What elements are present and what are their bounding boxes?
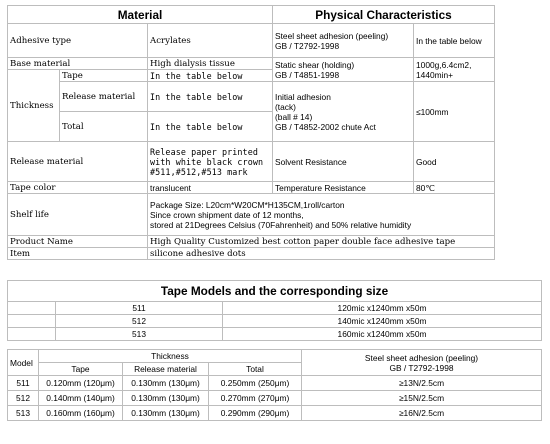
release-value: In the table below (148, 82, 273, 112)
table-row (8, 302, 542, 315)
total-value: In the table below (148, 112, 273, 142)
initial-adhesion-value: ≤100mm (414, 82, 495, 142)
shelf-life-line: stored at 21Degrees Celsius (70Fahrenheit) and 50% relative humidity (150, 219, 412, 230)
shear-label-line: GB / T4851-1998 (275, 69, 340, 80)
adhesion-value: In the table below (414, 24, 495, 58)
row-release: 0.130mm (130μm) (123, 391, 209, 406)
physical-characteristics-heading: Physical Characteristics (273, 6, 495, 24)
row-total: 0.250mm (250μm) (209, 376, 302, 391)
row-model: 513 (8, 406, 39, 421)
model-size: 120mic x1240mm x50m (223, 302, 542, 315)
models-spacer (8, 302, 56, 315)
model-number: 513 (56, 328, 223, 341)
table-row (8, 376, 542, 391)
table-row (8, 142, 495, 182)
thickness-table (7, 349, 542, 421)
model-number: 511 (56, 302, 223, 315)
item-value: silicone adhesive dots (148, 248, 495, 260)
release-material-line: with white black crown (150, 156, 264, 167)
adhesive-type-label: Adhesive type (8, 24, 148, 58)
spec-header-row (8, 6, 495, 24)
row-tape: 0.120mm (120μm) (39, 376, 123, 391)
release-material-value (148, 142, 273, 182)
models-spacer (8, 315, 56, 328)
tape-label: Tape (60, 70, 148, 82)
table-row (8, 248, 495, 260)
thickness-header: Thickness (39, 350, 302, 363)
table-row (8, 82, 495, 112)
shelf-life-label: Shelf life (8, 194, 148, 236)
table-row (8, 182, 495, 194)
row-total: 0.290mm (290μm) (209, 406, 302, 421)
adhesion-label (273, 24, 414, 58)
row-total: 0.270mm (270μm) (209, 391, 302, 406)
item-label: Item (8, 248, 148, 260)
model-header: Model (8, 350, 39, 376)
release-material-label: Release material (8, 142, 148, 182)
total-header: Total (209, 363, 302, 376)
product-name-value: High Quality Customized best cotton paper double face adhesive tape (148, 236, 495, 248)
initial-adhesion-line: (ball # 14) (275, 111, 313, 122)
models-spacer (8, 328, 56, 341)
shear-label (273, 58, 414, 82)
total-label: Total (60, 112, 148, 142)
release-label: Release material (60, 82, 148, 112)
thickness-header-row (8, 350, 542, 363)
base-material-label: Base material (8, 58, 148, 70)
shelf-life-line: Since crown shipment date of 12 months, (150, 209, 304, 220)
row-model: 512 (8, 391, 39, 406)
adhesion-label-line: GB / T2792-1998 (275, 40, 340, 51)
tape-color-value: translucent (148, 182, 273, 194)
adhesion-label-line: Steel sheet adhesion (peeling) (275, 30, 389, 41)
material-spec-table (7, 5, 495, 260)
row-release: 0.130mm (130μm) (123, 376, 209, 391)
table-row (8, 58, 495, 70)
table-row (8, 315, 542, 328)
row-adhesion: ≥13N/2.5cm (302, 376, 542, 391)
table-row (8, 24, 495, 58)
material-heading: Material (8, 6, 273, 24)
model-size: 140mic x1240mm x50m (223, 315, 542, 328)
shelf-life-value (148, 194, 495, 236)
product-name-label: Product Name (8, 236, 148, 248)
thickness-label: Thickness (8, 70, 60, 142)
release-header: Release material (123, 363, 209, 376)
temperature-label: Temperature Resistance (273, 182, 414, 194)
table-row (8, 236, 495, 248)
adhesion-header-line: Steel sheet adhesion (peeling) (364, 352, 479, 363)
initial-adhesion-label (273, 82, 414, 142)
models-title: Tape Models and the corresponding size (8, 281, 542, 302)
shelf-life-line: Package Size: L20cm*W20CM*H135CM,1roll/carton (150, 199, 345, 210)
table-row (8, 328, 542, 341)
table-row (8, 391, 542, 406)
release-material-line: Release paper printed (150, 146, 258, 157)
initial-adhesion-line: (tack) (275, 101, 296, 112)
row-tape: 0.140mm (140μm) (39, 391, 123, 406)
row-release: 0.130mm (130μm) (123, 406, 209, 421)
row-adhesion: ≥16N/2.5cm (302, 406, 542, 421)
base-material-value: High dialysis tissue (148, 58, 273, 70)
table-row (8, 406, 542, 421)
initial-adhesion-line: GB / T4852-2002 chute Act (275, 121, 376, 132)
row-adhesion: ≥15N/2.5cm (302, 391, 542, 406)
adhesive-type-value: Acrylates (148, 24, 273, 58)
tape-color-label: Tape color (8, 182, 148, 194)
model-number: 512 (56, 315, 223, 328)
adhesion-header-line: GB / T2792-1998 (389, 362, 454, 373)
shear-label-line: Static shear (holding) (275, 59, 355, 70)
model-size: 160mic x1240mm x50m (223, 328, 542, 341)
row-tape: 0.160mm (160μm) (39, 406, 123, 421)
solvent-label: Solvent Resistance (273, 142, 414, 182)
shear-value-line: 1000g,6.4cm2, (416, 59, 472, 70)
temperature-value: 80℃ (414, 182, 495, 194)
release-material-line: #511,#512,#513 mark (150, 166, 248, 177)
initial-adhesion-line: Initial adhesion (275, 91, 331, 102)
solvent-value: Good (414, 142, 495, 182)
shear-value-line: 1440min+ (416, 69, 454, 80)
adhesion-header (302, 350, 542, 376)
table-row (8, 194, 495, 236)
tape-models-table (7, 280, 542, 341)
tape-value: In the table below (148, 70, 273, 82)
row-model: 511 (8, 376, 39, 391)
shear-value (414, 58, 495, 82)
models-title-row (8, 281, 542, 302)
tape-header: Tape (39, 363, 123, 376)
